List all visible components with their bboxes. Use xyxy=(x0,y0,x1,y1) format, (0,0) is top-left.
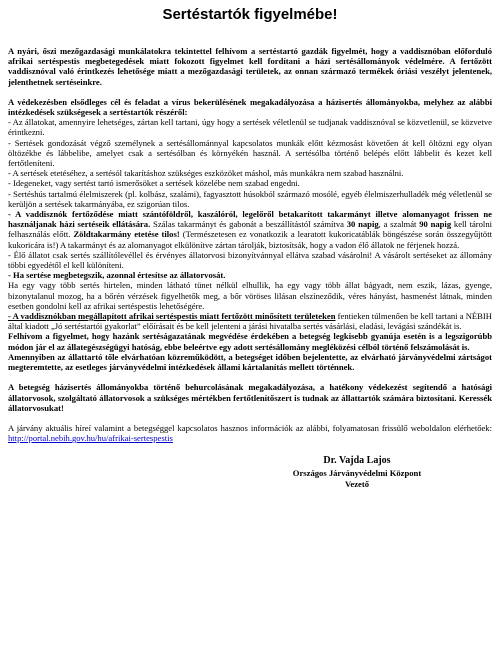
spacer xyxy=(8,372,492,382)
measure-item-notify: - Ha sertése megbetegszik, azonnal értesítse az állatorvosát. xyxy=(8,270,226,281)
intro-paragraph: A nyári, őszi mezőgazdasági munkálatokra tekintettel felhívom a sertéstartó gazdák figyelmét, hogy a vaddisznóban előforduló afrikai sertéspestis megbetegedések miatt fokozott figyelmet kell fordítani a házi sertésállományok védelmére. A fertőzött vaddisznóval való érintkezés lehetősége miatt a mezőgazdasági területek, az onnan származó termékek óriási veszélyt jelentenek, jelenthetnek sertéseinkre. xyxy=(8,46,492,87)
signature-org: Országos Járványvédelmi Központ xyxy=(292,468,422,479)
authority-paragraph: Felhívom a figyelmet, hogy hazánk sertéságazatának megvédése érdekében a betegség legkisebb gyanúja esetén is a legszigorúbb módon jár el az állategészségügyi hatóság, ebbe beleértve egy adott sertésállomány megléközési célból történő felszámolását is. xyxy=(8,331,492,352)
zone-text: fentieken túlmenően be kell tartani a NÉBIH által kiadott „Jó sertéstartói gyakorlat” előírásait és be kell jelenteni a járási hivatalba sertés vásárlási, eladási, levágási szándékát is. xyxy=(8,311,492,332)
spacer xyxy=(8,413,492,423)
signature-name: Dr. Vajda Lajos xyxy=(323,455,391,467)
feed-text: , a szalmát xyxy=(378,219,420,230)
feed-text: kell tárolni felhasználás előtt. xyxy=(8,219,493,240)
measure-item: - Sertéshús tartalmú élelmiszerek (pl. kolbász, szalámi), fagyasztott húsokból származó mosólé, egyéb élelmiszerhulladék még véletlenül se kerüljön a sertések takarmányába, ez szigorúan tilos. xyxy=(8,188,492,209)
measure-item: - Sertések gondozását végző személynek a sertésállománnyal kapcsolatos munkák előtt kézmosást követően át kell öltözni egy olyan öltözékbe és lábbelibe, amelyet csak a sertésólban és környékén használ. A sertésólba történő belépés előtt lábbelit és kezet kell fertőtleníteni. xyxy=(8,137,492,169)
page-title: Sertéstartók figyelmébe! xyxy=(162,6,338,23)
feed-warning: - A vaddisznók fertőződése miatt szántóföldről, kaszálóról, legelőről betakarított takarmányt illetve alomanyagot frissen ne használjanak házi sertéseik ellátására. xyxy=(8,209,492,230)
signature-role: Vezető xyxy=(344,478,370,489)
measure-item-feed xyxy=(8,209,492,250)
measure-item: - Az állatokat, amennyire lehetséges, zártan kell tartani, úgy hogy a sertések véletlenül se tudjanak vaddisznóval se közvetlenül, se közvetve érintkezni. xyxy=(8,117,492,138)
feed-days-straw: 90 napig xyxy=(419,219,452,230)
feed-text: (Természetesen ez vonatkozik a learatott kukoricatáblák böngészése során összegyűjtött kukoricára is!) A takarmányt és az alomanyagot elkülönítve zártan tárolják, biztosítsák, hogy a vadon élő állatok ne férjenek hozzá. xyxy=(8,229,493,250)
spacer xyxy=(8,87,492,97)
zone-heading: - A vaddisznókban megállapított afrikai sertéspestis miatt fertőzött minősített területeken xyxy=(8,311,336,322)
signature-block xyxy=(8,455,492,488)
measures-heading: A védekezésben elsődleges cél és feladat a vírus bekerülésének megakadályozása a házisertés állományokba, melyhez az alábbi intézkedések szükségesek a sertéstartók részéről: xyxy=(8,96,492,118)
closing-paragraph: A betegség házisertés állományokba történő behurcolásának megakadályozása, a hatékony védekezést segítendő a hatósági állatorvosok, szolgáltató állatorvosok a szükséges mértékben fertőtlenítőszert is tudnak az állattartók számára biztosítani. Keressék állatorvosukat! xyxy=(8,382,492,413)
symptoms-paragraph: Ha egy vagy több sertés hirtelen, minden látható tünet nélkül elhullik, ha egy vagy több állat bágyadt, nem eszik, lázas, gyenge, bizonytalanul mozog, ha a bőrén vérzések figyelhetők meg, a bőr vöröses lilásan elszíneződik, véres hányást, hasmenést látnak, minden esetben gondolni kell az afrikai sertéspestis lehetőségére. xyxy=(8,280,492,311)
info-text: A járvány aktuális híreí valamint a betegséggel kapcsolatos hasznos információk az alábbi, folyamatosan frissülő weboldalon elérhetőek: xyxy=(8,422,492,433)
measure-item: - Élő állatot csak sertés szállítólevéllel és érvényes állatorvosi bizonyítvánnyal ellátva szabad vásárolni! A vásárolt sertéseket az állomány többi egyedétől el kell különíteni. xyxy=(8,249,492,271)
compensation-paragraph: Amennyiben az állattartó tőle elvárhatóan közreműködött, a betegséget időben bejelentette, az elvárható járványvédelmi zártságot megteremtette, az esetleges járványvédelmi intézkedések állami kártalanítás mellett történnek. xyxy=(8,351,492,373)
measure-item: - Idegeneket, vagy sertést tartó ismerősöket a sertések közelébe nem szabad engedni. xyxy=(8,178,300,189)
zone-paragraph xyxy=(8,311,492,331)
feed-text: Szálas takarmányt és gabonát a beszállítástól számítva xyxy=(150,219,347,230)
green-fodder-ban: Zöldtakarmány etetése tilos! xyxy=(73,229,180,240)
info-paragraph xyxy=(8,423,492,443)
measure-item: - A sertések etetéséhez, a sertésól takarításhoz szükséges eszközöket máshol, más munkákra nem szabad használni. xyxy=(8,168,404,179)
feed-days-grain: 30 napig xyxy=(346,219,379,230)
info-link[interactable]: http://portal.nebih.gov.hu/hu/afrikai-sertespestis xyxy=(8,433,173,444)
